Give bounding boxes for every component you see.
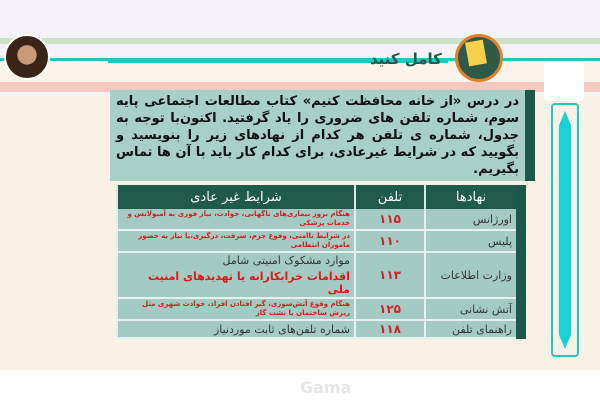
condition-line: موارد مشکوک امنیتی شامل	[222, 254, 350, 267]
institution-cell: پلیس	[425, 230, 521, 252]
phone-cell: ۱۱۰	[355, 230, 425, 252]
condition-line-highlight: اقدامات خرابکارانه یا تهدیدهای امنیت ملی	[147, 270, 350, 296]
phone-cell: ۱۱۳	[355, 252, 425, 298]
institution-cell: آتش نشانی	[425, 298, 521, 320]
main-content	[110, 90, 535, 339]
paper-icon	[465, 40, 487, 67]
page-title: کامل کنید	[370, 50, 442, 68]
condition-cell: شماره تلفن‌های ثابت موردنیاز	[117, 320, 355, 338]
instructions-text: در درس «از خانه محافظت کنیم» کتاب مطالعات اجتماعی پایه سوم، شماره تلفن های ضروری را یاد گرفتید. اکنون‌با توجه به جدول، شماره ی تلفن هر کدام از نهادهای زیر را بنویسید و بگویید که در شرایط غیرعادی، برای کدام کار باید با آن ها تماس بگیریم.	[110, 90, 535, 181]
condition-cell	[117, 252, 355, 298]
background-stripe	[0, 38, 600, 44]
header-condition: شرایط غیر عادی	[117, 185, 355, 209]
table-row	[117, 298, 521, 320]
condition-cell: در شرایط ناامنی، وقوع جرم، سرقت، درگیری،یا نیاز به حضور ماموران انتظامی	[117, 230, 355, 252]
table-row	[117, 209, 521, 230]
background-stripe	[0, 62, 600, 82]
emergency-table	[116, 185, 526, 339]
condition-cell: هنگام بروز بیماری‌های ناگهانی، حوادث، نیاز فوری به آمبولانس و خدمات پزشکی	[117, 209, 355, 230]
phone-cell: ۱۲۵	[355, 298, 425, 320]
phone-cell: ۱۱۸	[355, 320, 425, 338]
table-row	[117, 320, 521, 338]
table-row	[117, 252, 521, 298]
table-header-row	[117, 185, 521, 209]
header-phone: تلفن	[355, 185, 425, 209]
watermark-logo: Gama	[300, 378, 352, 397]
teacher-avatar	[4, 34, 50, 80]
institution-cell: اورژانس	[425, 209, 521, 230]
table-row	[117, 230, 521, 252]
condition-cell: هنگام وقوع آتش‌سوزی، گیر افتادن افراد، حوادث شهری مثل ریزش ساختمان یا نشت گاز	[117, 298, 355, 320]
nav-button[interactable]	[544, 63, 584, 101]
progress-bar	[551, 103, 579, 357]
progress-fill	[559, 111, 571, 349]
phone-cell: ۱۱۵	[355, 209, 425, 230]
header-institution: نهادها	[425, 185, 521, 209]
institution-cell: راهنمای تلفن	[425, 320, 521, 338]
institution-cell: وزارت اطلاعات	[425, 252, 521, 298]
